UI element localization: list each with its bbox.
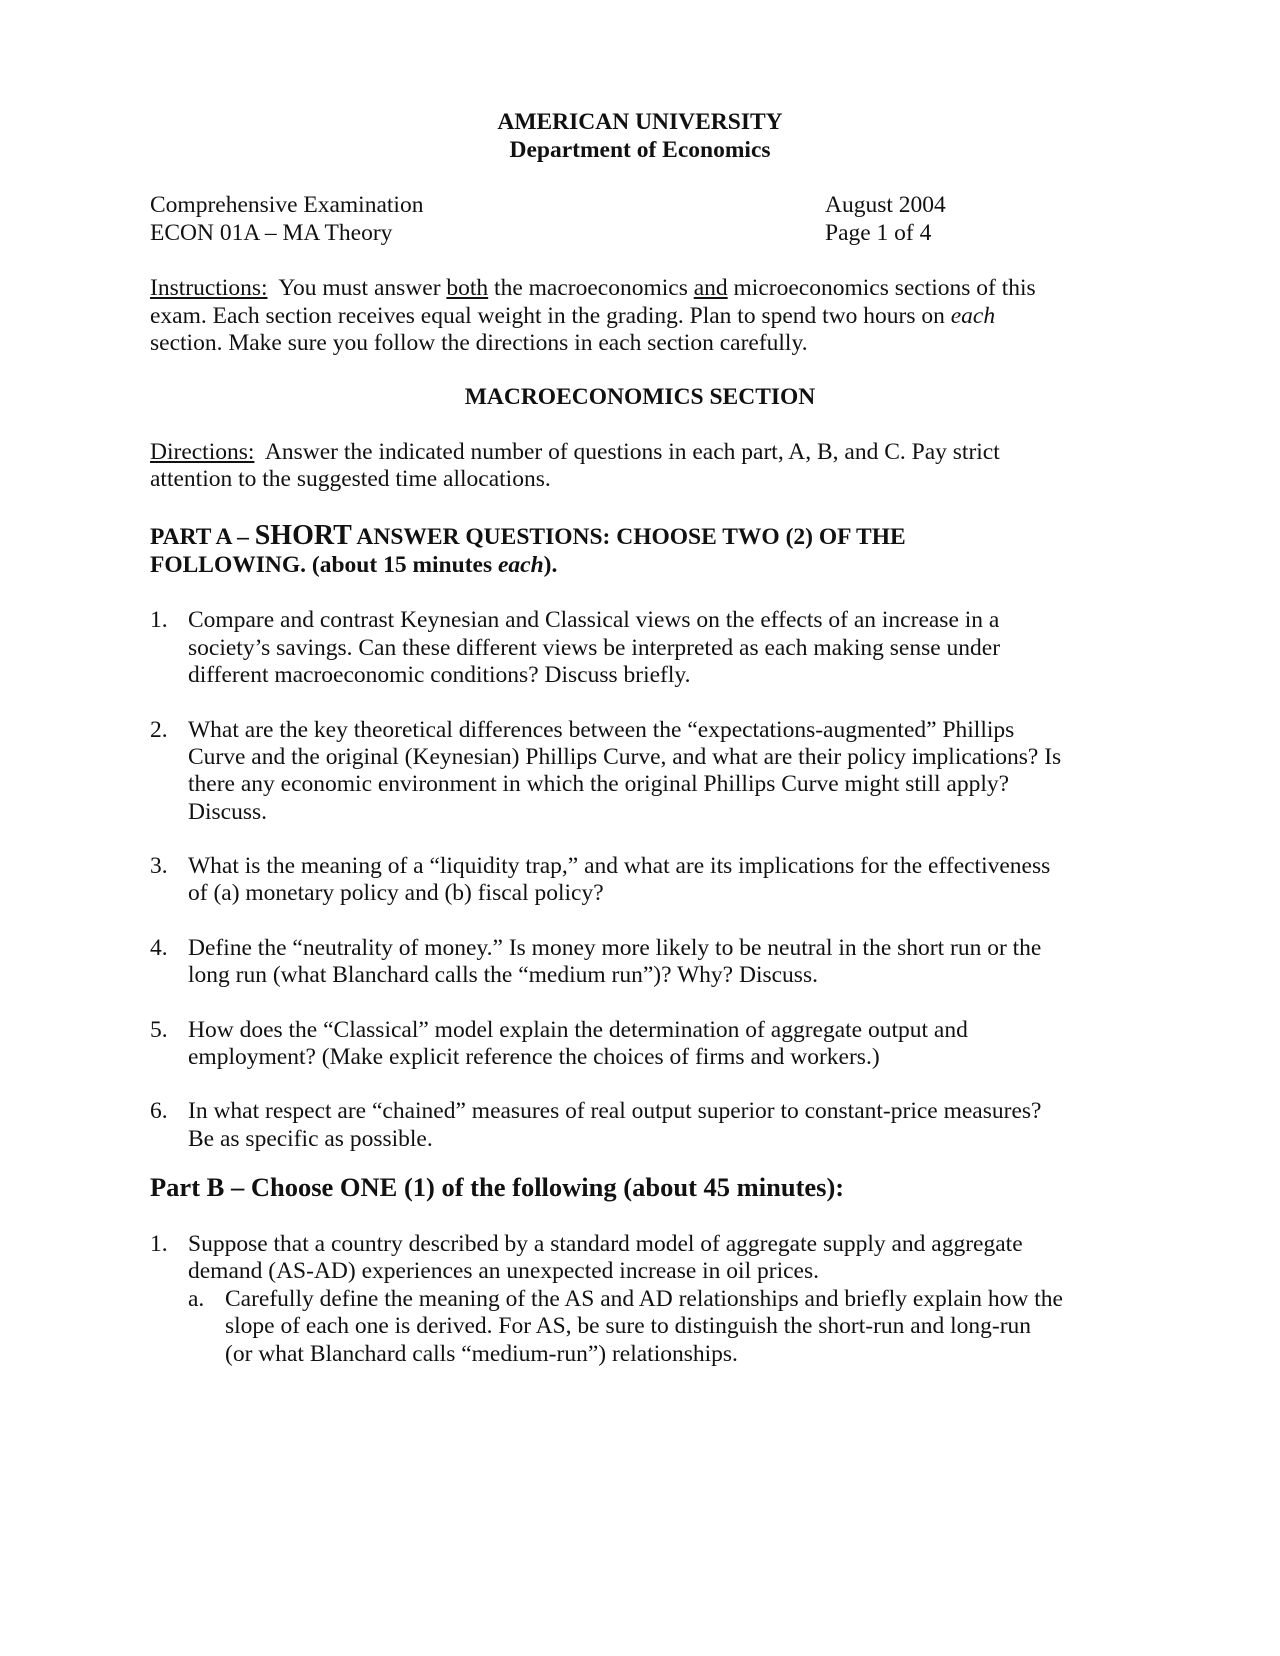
question-text-line: In what respect are “chained” measures of real output superior to constant-price measures? [188,1098,1042,1124]
exam-date: August 2004 [825,192,946,218]
university-name: AMERICAN UNIVERSITY [497,109,783,135]
question-text-line: Curve and the original (Keynesian) Phillips Curve, and what are their policy implications? Is [188,744,1062,770]
directions-label: Directions: [150,439,255,465]
instructions-line-1: Instructions: You must answer both the macroeconomics and microeconomics sections of this [150,275,1036,301]
question-text-line: demand (AS-AD) experiences an unexpected increase in oil prices. [188,1258,819,1284]
question-number: 2. [150,717,168,743]
question-number: 1. [150,1231,168,1257]
subquestion-text-line: slope of each one is derived. For AS, be sure to distinguish the short-run and long-run [225,1313,1032,1339]
question-text-line: Discuss. [188,799,267,825]
directions-line-2: attention to the suggested time allocations. [150,466,551,492]
question-text-line: different macroeconomic conditions? Discuss briefly. [188,662,691,688]
question-text-line: Compare and contrast Keynesian and Classical views on the effects of an increase in a [188,607,1000,633]
instructions-label: Instructions: [150,275,268,301]
question-number: 3. [150,853,168,879]
question-text-line: Be as specific as possible. [188,1126,433,1152]
question-text-line: society’s savings. Can these different views be interpreted as each making sense under [188,635,1001,661]
subquestion-text-line: Carefully define the meaning of the AS and AD relationships and briefly explain how the [225,1286,1063,1312]
part-a-heading-line-1: PART A – SHORT ANSWER QUESTIONS: CHOOSE TWO (2) OF THE [150,520,906,551]
course-name: ECON 01A – MA Theory [150,220,393,246]
instructions-line-2: exam. Each section receives equal weight in the grading. Plan to spend two hours on each [150,303,996,329]
subquestion-text-line: (or what Blanchard calls “medium-run”) relationships. [225,1341,738,1367]
question-text-line: What is the meaning of a “liquidity trap,” and what are its implications for the effectiveness [188,853,1051,879]
exam-title: Comprehensive Examination [150,192,424,218]
question-text-line: Suppose that a country described by a standard model of aggregate supply and aggregate [188,1231,1023,1257]
subquestion-letter: a. [188,1286,205,1312]
part-b-heading: Part B – Choose ONE (1) of the following (about 45 minutes): [150,1172,845,1202]
question-number: 5. [150,1017,168,1043]
department-name: Department of Economics [509,137,771,163]
question-text-line: long run (what Blanchard calls the “medium run”)? Why? Discuss. [188,962,818,988]
directions-line-1: Directions: Answer the indicated number of questions in each part, A, B, and C. Pay strict [150,439,1000,465]
question-text-line: of (a) monetary policy and (b) fiscal policy? [188,880,604,906]
question-number: 1. [150,607,168,633]
question-number: 4. [150,935,168,961]
question-text-line: employment? (Make explicit reference the choices of firms and workers.) [188,1044,880,1070]
instructions-line-3: section. Make sure you follow the directions in each section carefully. [150,330,808,356]
question-text-line: How does the “Classical” model explain the determination of aggregate output and [188,1017,968,1043]
question-text-line: Define the “neutrality of money.” Is money more likely to be neutral in the short run or the [188,935,1042,961]
question-number: 6. [150,1098,168,1124]
question-text-line: there any economic environment in which the original Phillips Curve might still apply? [188,771,1010,797]
section-title: MACROECONOMICS SECTION [464,384,816,410]
page-number: Page 1 of 4 [825,220,932,246]
part-a-heading-line-2: FOLLOWING. (about 15 minutes each). [150,552,558,578]
question-text-line: What are the key theoretical differences between the “expectations-augmented” Phillips [188,717,1015,743]
